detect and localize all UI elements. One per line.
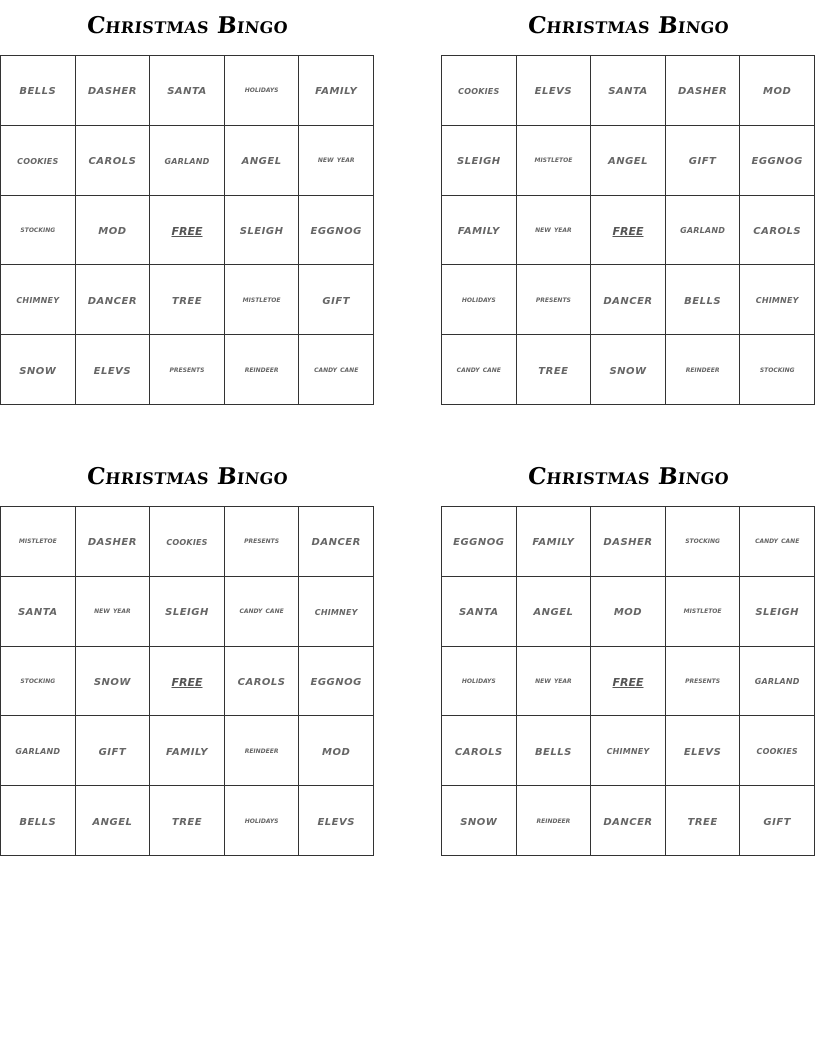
- bingo-cell: presents: [150, 335, 225, 405]
- bingo-cell: cookies: [1, 126, 76, 196]
- bingo-cell: mod: [299, 716, 374, 786]
- bingo-cell: dasher: [76, 507, 151, 577]
- bingo-cell: snow: [1, 335, 76, 405]
- bingo-grid: [0, 506, 374, 856]
- bingo-cell: garland: [1, 716, 76, 786]
- bingo-cell: presents: [666, 647, 741, 717]
- bingo-cell: tree: [517, 335, 592, 405]
- bingo-grid: [0, 55, 374, 405]
- card-title: Christmas Bingo: [85, 12, 290, 39]
- bingo-cell: angel: [517, 577, 592, 647]
- bingo-cell: eggnog: [740, 126, 815, 196]
- bingo-cell: santa: [150, 56, 225, 126]
- bingo-cell: reindeer: [517, 786, 592, 856]
- bingo-cell: santa: [591, 56, 666, 126]
- bingo-cell: candy cane: [225, 577, 300, 647]
- card-title: Christmas Bingo: [85, 463, 290, 490]
- bingo-cell: sleigh: [225, 196, 300, 266]
- bingo-cell: angel: [225, 126, 300, 196]
- bingo-cell: holidays: [225, 786, 300, 856]
- bingo-cell: chimney: [299, 577, 374, 647]
- bingo-cell: dancer: [591, 265, 666, 335]
- bingo-cell: bells: [666, 265, 741, 335]
- bingo-cell: angel: [76, 786, 151, 856]
- bingo-cell: bells: [1, 786, 76, 856]
- bingo-cell: sleigh: [740, 577, 815, 647]
- bingo-cell: tree: [150, 265, 225, 335]
- bingo-cell: chimney: [1, 265, 76, 335]
- bingo-cell: dasher: [666, 56, 741, 126]
- bingo-cell: snow: [442, 786, 517, 856]
- bingo-cell: chimney: [591, 716, 666, 786]
- bingo-cell: santa: [1, 577, 76, 647]
- bingo-cell: family: [442, 196, 517, 266]
- bingo-cell: stocking: [1, 647, 76, 717]
- bingo-cell: mistletoe: [225, 265, 300, 335]
- bingo-cell: elevs: [299, 786, 374, 856]
- free-space: free: [150, 196, 225, 266]
- bingo-cell: presents: [225, 507, 300, 577]
- bingo-cell: angel: [591, 126, 666, 196]
- bingo-cell: eggnog: [299, 196, 374, 266]
- bingo-cell: cookies: [740, 716, 815, 786]
- bingo-cell: mod: [76, 196, 151, 266]
- bingo-cell: candy cane: [299, 335, 374, 405]
- bingo-cell: stocking: [740, 335, 815, 405]
- bingo-cell: santa: [442, 577, 517, 647]
- bingo-cell: reindeer: [666, 335, 741, 405]
- bingo-cell: elevs: [666, 716, 741, 786]
- bingo-cell: carols: [76, 126, 151, 196]
- bingo-cell: gift: [76, 716, 151, 786]
- bingo-cell: dancer: [299, 507, 374, 577]
- bingo-cell: gift: [666, 126, 741, 196]
- bingo-cell: reindeer: [225, 716, 300, 786]
- bingo-cell: cookies: [150, 507, 225, 577]
- bingo-cell: mistletoe: [1, 507, 76, 577]
- free-space: free: [591, 647, 666, 717]
- bingo-cell: sleigh: [150, 577, 225, 647]
- bingo-cell: mod: [591, 577, 666, 647]
- bingo-cell: carols: [442, 716, 517, 786]
- bingo-cell: reindeer: [225, 335, 300, 405]
- bingo-cell: holidays: [225, 56, 300, 126]
- bingo-cell: family: [150, 716, 225, 786]
- bingo-cell: dasher: [76, 56, 151, 126]
- bingo-cell: tree: [150, 786, 225, 856]
- bingo-cell: gift: [299, 265, 374, 335]
- bingo-cell: stocking: [666, 507, 741, 577]
- bingo-cell: new year: [76, 577, 151, 647]
- bingo-cell: carols: [740, 196, 815, 266]
- bingo-grid: [441, 55, 815, 405]
- bingo-cell: stocking: [1, 196, 76, 266]
- bingo-cell: bells: [1, 56, 76, 126]
- bingo-cell: snow: [76, 647, 151, 717]
- bingo-cell: family: [517, 507, 592, 577]
- bingo-cell: elevs: [76, 335, 151, 405]
- bingo-cell: candy cane: [442, 335, 517, 405]
- bingo-cell: snow: [591, 335, 666, 405]
- bingo-cell: tree: [666, 786, 741, 856]
- bingo-cell: holidays: [442, 647, 517, 717]
- bingo-cell: presents: [517, 265, 592, 335]
- bingo-cell: sleigh: [442, 126, 517, 196]
- bingo-cell: garland: [740, 647, 815, 717]
- bingo-cell: cookies: [442, 56, 517, 126]
- bingo-cell: family: [299, 56, 374, 126]
- bingo-cell: dasher: [591, 507, 666, 577]
- bingo-cell: new year: [517, 647, 592, 717]
- bingo-cell: gift: [740, 786, 815, 856]
- bingo-cell: eggnog: [299, 647, 374, 717]
- bingo-cell: holidays: [442, 265, 517, 335]
- bingo-cell: garland: [666, 196, 741, 266]
- bingo-cell: garland: [150, 126, 225, 196]
- free-space: free: [591, 196, 666, 266]
- bingo-cell: mistletoe: [517, 126, 592, 196]
- bingo-cell: mistletoe: [666, 577, 741, 647]
- bingo-cell: eggnog: [442, 507, 517, 577]
- bingo-cell: new year: [517, 196, 592, 266]
- free-space: free: [150, 647, 225, 717]
- bingo-cell: bells: [517, 716, 592, 786]
- bingo-cell: elevs: [517, 56, 592, 126]
- bingo-cell: mod: [740, 56, 815, 126]
- bingo-cell: new year: [299, 126, 374, 196]
- bingo-cell: chimney: [740, 265, 815, 335]
- card-title: Christmas Bingo: [526, 463, 731, 490]
- bingo-grid: [441, 506, 815, 856]
- bingo-cell: candy cane: [740, 507, 815, 577]
- bingo-cell: dancer: [591, 786, 666, 856]
- bingo-cell: carols: [225, 647, 300, 717]
- card-title: Christmas Bingo: [526, 12, 731, 39]
- bingo-cell: dancer: [76, 265, 151, 335]
